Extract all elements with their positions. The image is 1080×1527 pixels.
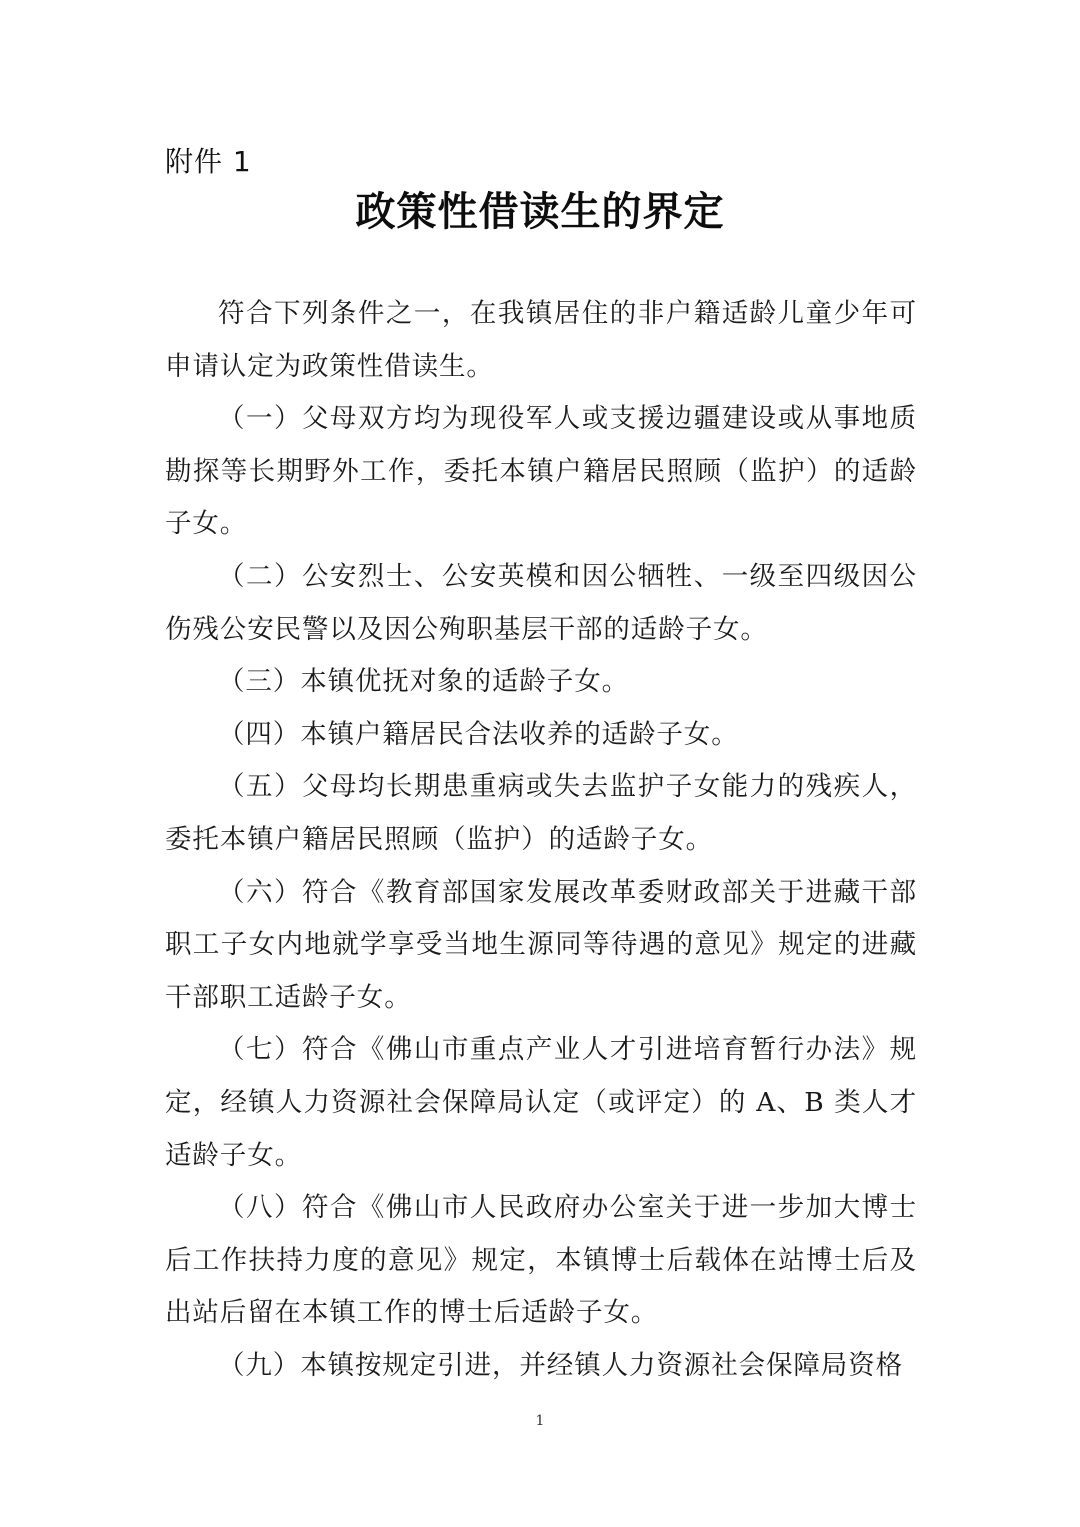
intro-paragraph: 符合下列条件之一，在我镇居住的非户籍适龄儿童少年可申请认定为政策性借读生。 (165, 298, 917, 382)
item-paragraph: （六）符合《教育部国家发展改革委财政部关于进藏干部职工子女内地就学享受当地生源同等待遇的意见》规定的进藏干部职工适龄子女。 (165, 876, 917, 1013)
item-paragraph: （三）本镇优抚对象的适龄子女。 (218, 666, 629, 698)
item-paragraph: （九）本镇按规定引进，并经镇人力资源社会保障局资格 (218, 1349, 903, 1381)
document-body (165, 288, 917, 1392)
document-title: 政策性借读生的界定 (355, 188, 725, 235)
item-paragraph: （八）符合《佛山市人民政府办公室关于进一步加大博士后工作扶持力度的意见》规定，本镇博士后载体在站博士后及出站后留在本镇工作的博士后适龄子女。 (165, 1192, 917, 1329)
attachment-label: 附件 1 (165, 145, 252, 178)
item-paragraph: （五）父母均长期患重病或失去监护子女能力的残疾人，委托本镇户籍居民照顾（监护）的适龄子女。 (165, 771, 917, 855)
page-number: 1 (535, 1413, 545, 1429)
item-paragraph: （二）公安烈士、公安英模和因公牺牲、一级至四级因公伤残公安民警以及因公殉职基层干部的适龄子女。 (165, 560, 917, 645)
item-paragraph: （四）本镇户籍居民合法收养的适龄子女。 (218, 718, 739, 750)
item-paragraph: （一）父母双方均为现役军人或支援边疆建设或从事地质勘探等长期野外工作，委托本镇户籍居民照顾（监护）的适龄子女。 (165, 403, 917, 540)
item-paragraph: （七）符合《佛山市重点产业人才引进培育暂行办法》规定，经镇人力资源社会保障局认定（或评定）的 A、B 类人才适龄子女。 (165, 1034, 917, 1171)
